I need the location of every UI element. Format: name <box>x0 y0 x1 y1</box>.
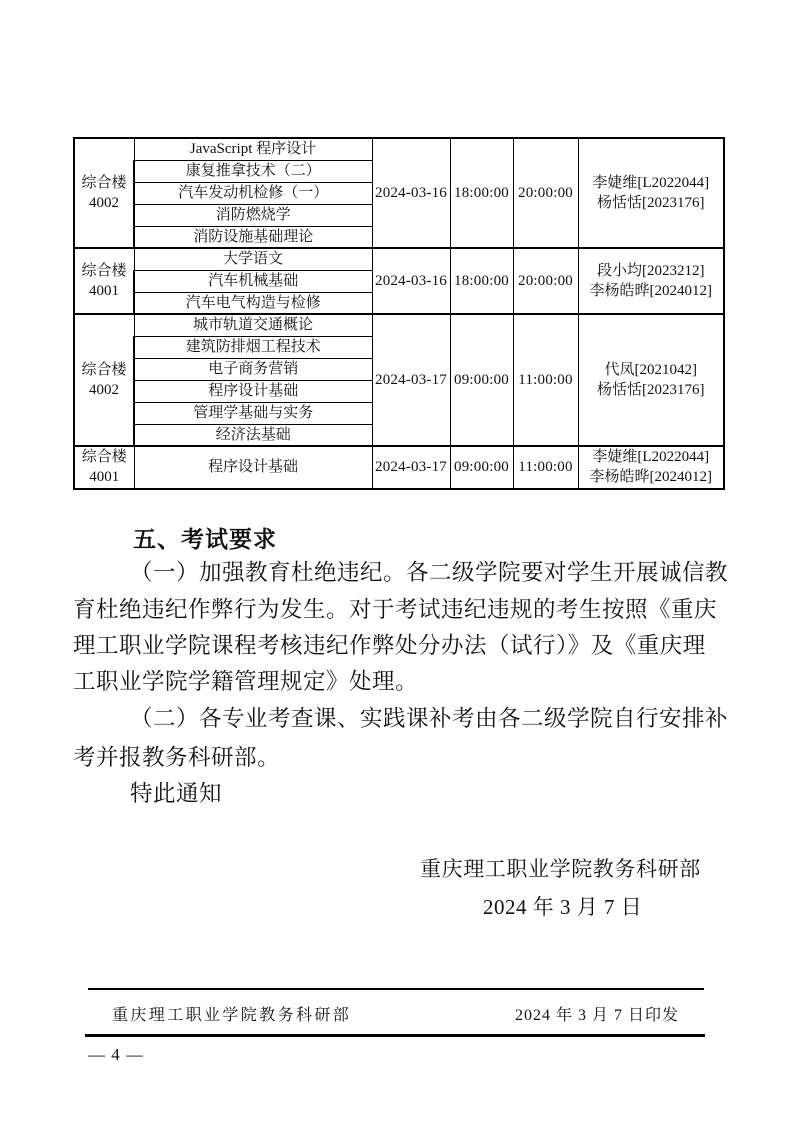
invigilator-name: 段小均[2023212] <box>597 262 705 279</box>
course-cell: 电子商务营销 <box>134 358 372 380</box>
invigilators-cell <box>578 314 724 446</box>
location-cell <box>74 138 134 248</box>
end-time-cell: 11:00:00 <box>513 446 578 489</box>
paragraph-line: 考并报教务科研部。 <box>73 745 281 770</box>
course-cell: 城市轨道交通概论 <box>134 314 372 336</box>
footer-issuer: 重庆理工职业学院教务科研部 <box>112 1007 352 1024</box>
exam-date-cell: 2024-03-17 <box>372 314 450 446</box>
start-time-cell: 09:00:00 <box>450 314 513 446</box>
location-building: 综合楼 <box>81 262 127 279</box>
invigilators-cell <box>578 248 724 314</box>
course-cell: 汽车发动机检修（一） <box>134 182 372 204</box>
course-cell: 汽车电气构造与检修 <box>134 292 372 314</box>
paragraph-line: （二）各专业考查课、实践课补考由各二级学院自行安排补 <box>130 706 729 731</box>
footer-issue-date: 2024 年 3 月 7 日印发 <box>515 1007 680 1024</box>
exam-date-cell: 2024-03-16 <box>372 138 450 248</box>
invigilators-cell <box>578 138 724 248</box>
location-building: 综合楼 <box>81 449 127 465</box>
invigilator-name: 李婕维[L2022044] <box>592 449 710 465</box>
page-number: — 4 — <box>88 1045 144 1064</box>
course-cell: JavaScript 程序设计 <box>134 138 372 160</box>
invigilator-name: 李婕维[L2022044] <box>592 174 710 191</box>
location-cell <box>74 446 134 489</box>
location-cell <box>74 314 134 446</box>
end-time-cell: 20:00:00 <box>513 138 578 248</box>
invigilator-name: 李杨皓晔[2024012] <box>589 283 712 299</box>
course-cell: 消防燃烧学 <box>134 204 372 226</box>
location-cell <box>74 248 134 314</box>
exam-date-cell: 2024-03-16 <box>372 248 450 314</box>
course-cell: 康复推拿技术（二） <box>134 160 372 182</box>
paragraph-line: 工职业学院学籍管理规定》处理。 <box>73 669 419 694</box>
exam-date-cell: 2024-03-17 <box>372 446 450 489</box>
course-cell: 大学语文 <box>134 248 372 270</box>
course-cell: 经济法基础 <box>134 424 372 446</box>
start-time-cell: 18:00:00 <box>450 248 513 314</box>
invigilators-cell <box>578 446 724 489</box>
paragraph-line: （一）加强教育杜绝违纪。各二级学院要对学生开展诚信教 <box>130 560 729 585</box>
invigilator-name: 代凤[2021042] <box>604 361 697 378</box>
end-time-cell: 11:00:00 <box>513 314 578 446</box>
signature-date: 2024 年 3 月 7 日 <box>483 895 643 919</box>
notice-line: 特此通知 <box>130 781 223 806</box>
footer-divider-bottom <box>85 1034 705 1037</box>
section-heading: 五、考试要求 <box>133 526 277 552</box>
start-time-cell: 09:00:00 <box>450 446 513 489</box>
invigilator-name: 杨恬恬[2023176] <box>597 382 705 398</box>
invigilator-name: 杨恬恬[2023176] <box>597 195 705 211</box>
signature-organization: 重庆理工职业学院教务科研部 <box>420 857 701 881</box>
start-time-cell: 18:00:00 <box>450 138 513 248</box>
location-room: 4002 <box>89 195 119 211</box>
location-room: 4002 <box>89 382 119 398</box>
course-cell: 程序设计基础 <box>134 446 372 489</box>
exam-schedule-table <box>73 137 725 490</box>
paragraph-line: 育杜绝违纪作弊行为发生。对于考试违纪违规的考生按照《重庆 <box>73 597 718 622</box>
invigilator-name: 李杨皓晔[2024012] <box>589 469 712 486</box>
location-building: 综合楼 <box>81 361 127 378</box>
course-cell: 消防设施基础理论 <box>134 226 372 248</box>
location-building: 综合楼 <box>81 174 127 191</box>
end-time-cell: 20:00:00 <box>513 248 578 314</box>
footer-divider-top <box>88 988 704 990</box>
location-room: 4001 <box>89 283 119 299</box>
course-cell: 汽车机械基础 <box>134 270 372 292</box>
location-room: 4001 <box>89 469 120 486</box>
course-cell: 建筑防排烟工程技术 <box>134 336 372 358</box>
course-cell: 管理学基础与实务 <box>134 402 372 424</box>
paragraph-line: 理工职业学院课程考核违纪作弊处分办法（试行）》及《重庆理 <box>73 633 706 658</box>
course-cell: 程序设计基础 <box>134 380 372 402</box>
